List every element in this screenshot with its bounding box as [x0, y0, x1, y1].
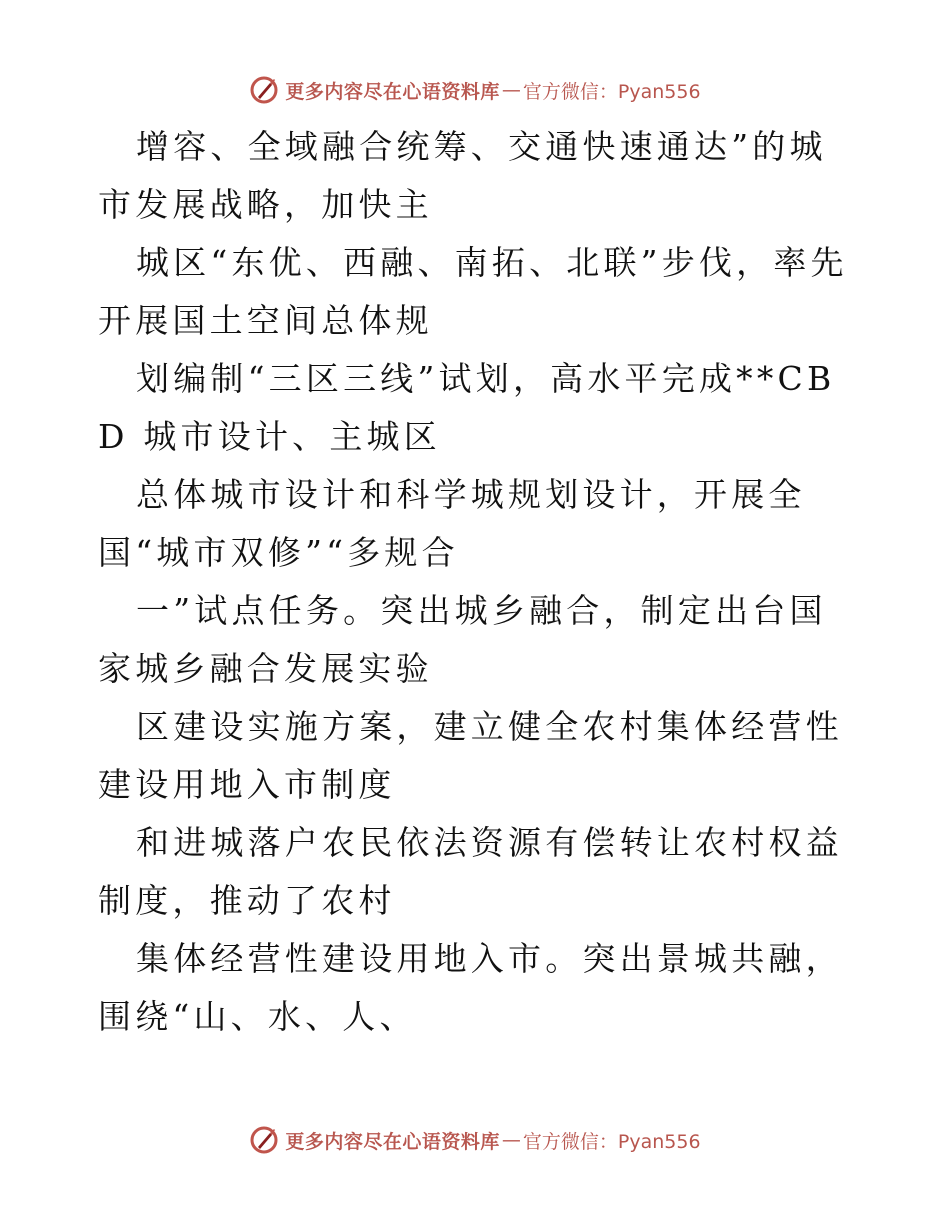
- quill-pen-logo-icon: [249, 75, 279, 105]
- paragraph-2: 城区“东优、西融、南拓、北联”步伐，率先开展国土空间总体规: [98, 243, 848, 340]
- quill-pen-logo-icon: [249, 1125, 279, 1155]
- footer-slogan: 更多内容尽在心语资料库: [285, 1130, 500, 1153]
- paragraph-6: 区建设实施方案，建立健全农村集体经营性建设用地入市制度: [98, 707, 843, 804]
- footer-banner: [0, 1120, 950, 1160]
- footer-contact: 官方微信：Pyan556: [522, 1130, 701, 1153]
- header-slogan: 更多内容尽在心语资料库: [285, 80, 500, 103]
- header-banner: [0, 70, 950, 110]
- paragraph-4: 总体城市设计和科学城规划设计，开展全国“城市双修”“多规合: [98, 475, 806, 572]
- paragraph-3: 划编制“三区三线”试划，高水平完成**CBD 城市设计、主城区: [98, 359, 836, 456]
- footer-separator: —: [501, 1129, 521, 1151]
- paragraph-7: 和进城落户农民依法资源有偿转让农村权益制度，推动了农村: [98, 823, 843, 920]
- header-contact: 官方微信：Pyan556: [522, 80, 701, 103]
- document-body: [98, 118, 858, 1046]
- header-separator: —: [501, 79, 521, 101]
- paragraph-1: 增容、全域融合统筹、交通快速通达”的城市发展战略，加快主: [98, 127, 827, 224]
- paragraph-8: 集体经营性建设用地入市。突出景城共融，围绕“山、水、人、: [98, 939, 843, 1036]
- paragraph-5: 一”试点任务。突出城乡融合，制定出台国家城乡融合发展实验: [98, 591, 827, 688]
